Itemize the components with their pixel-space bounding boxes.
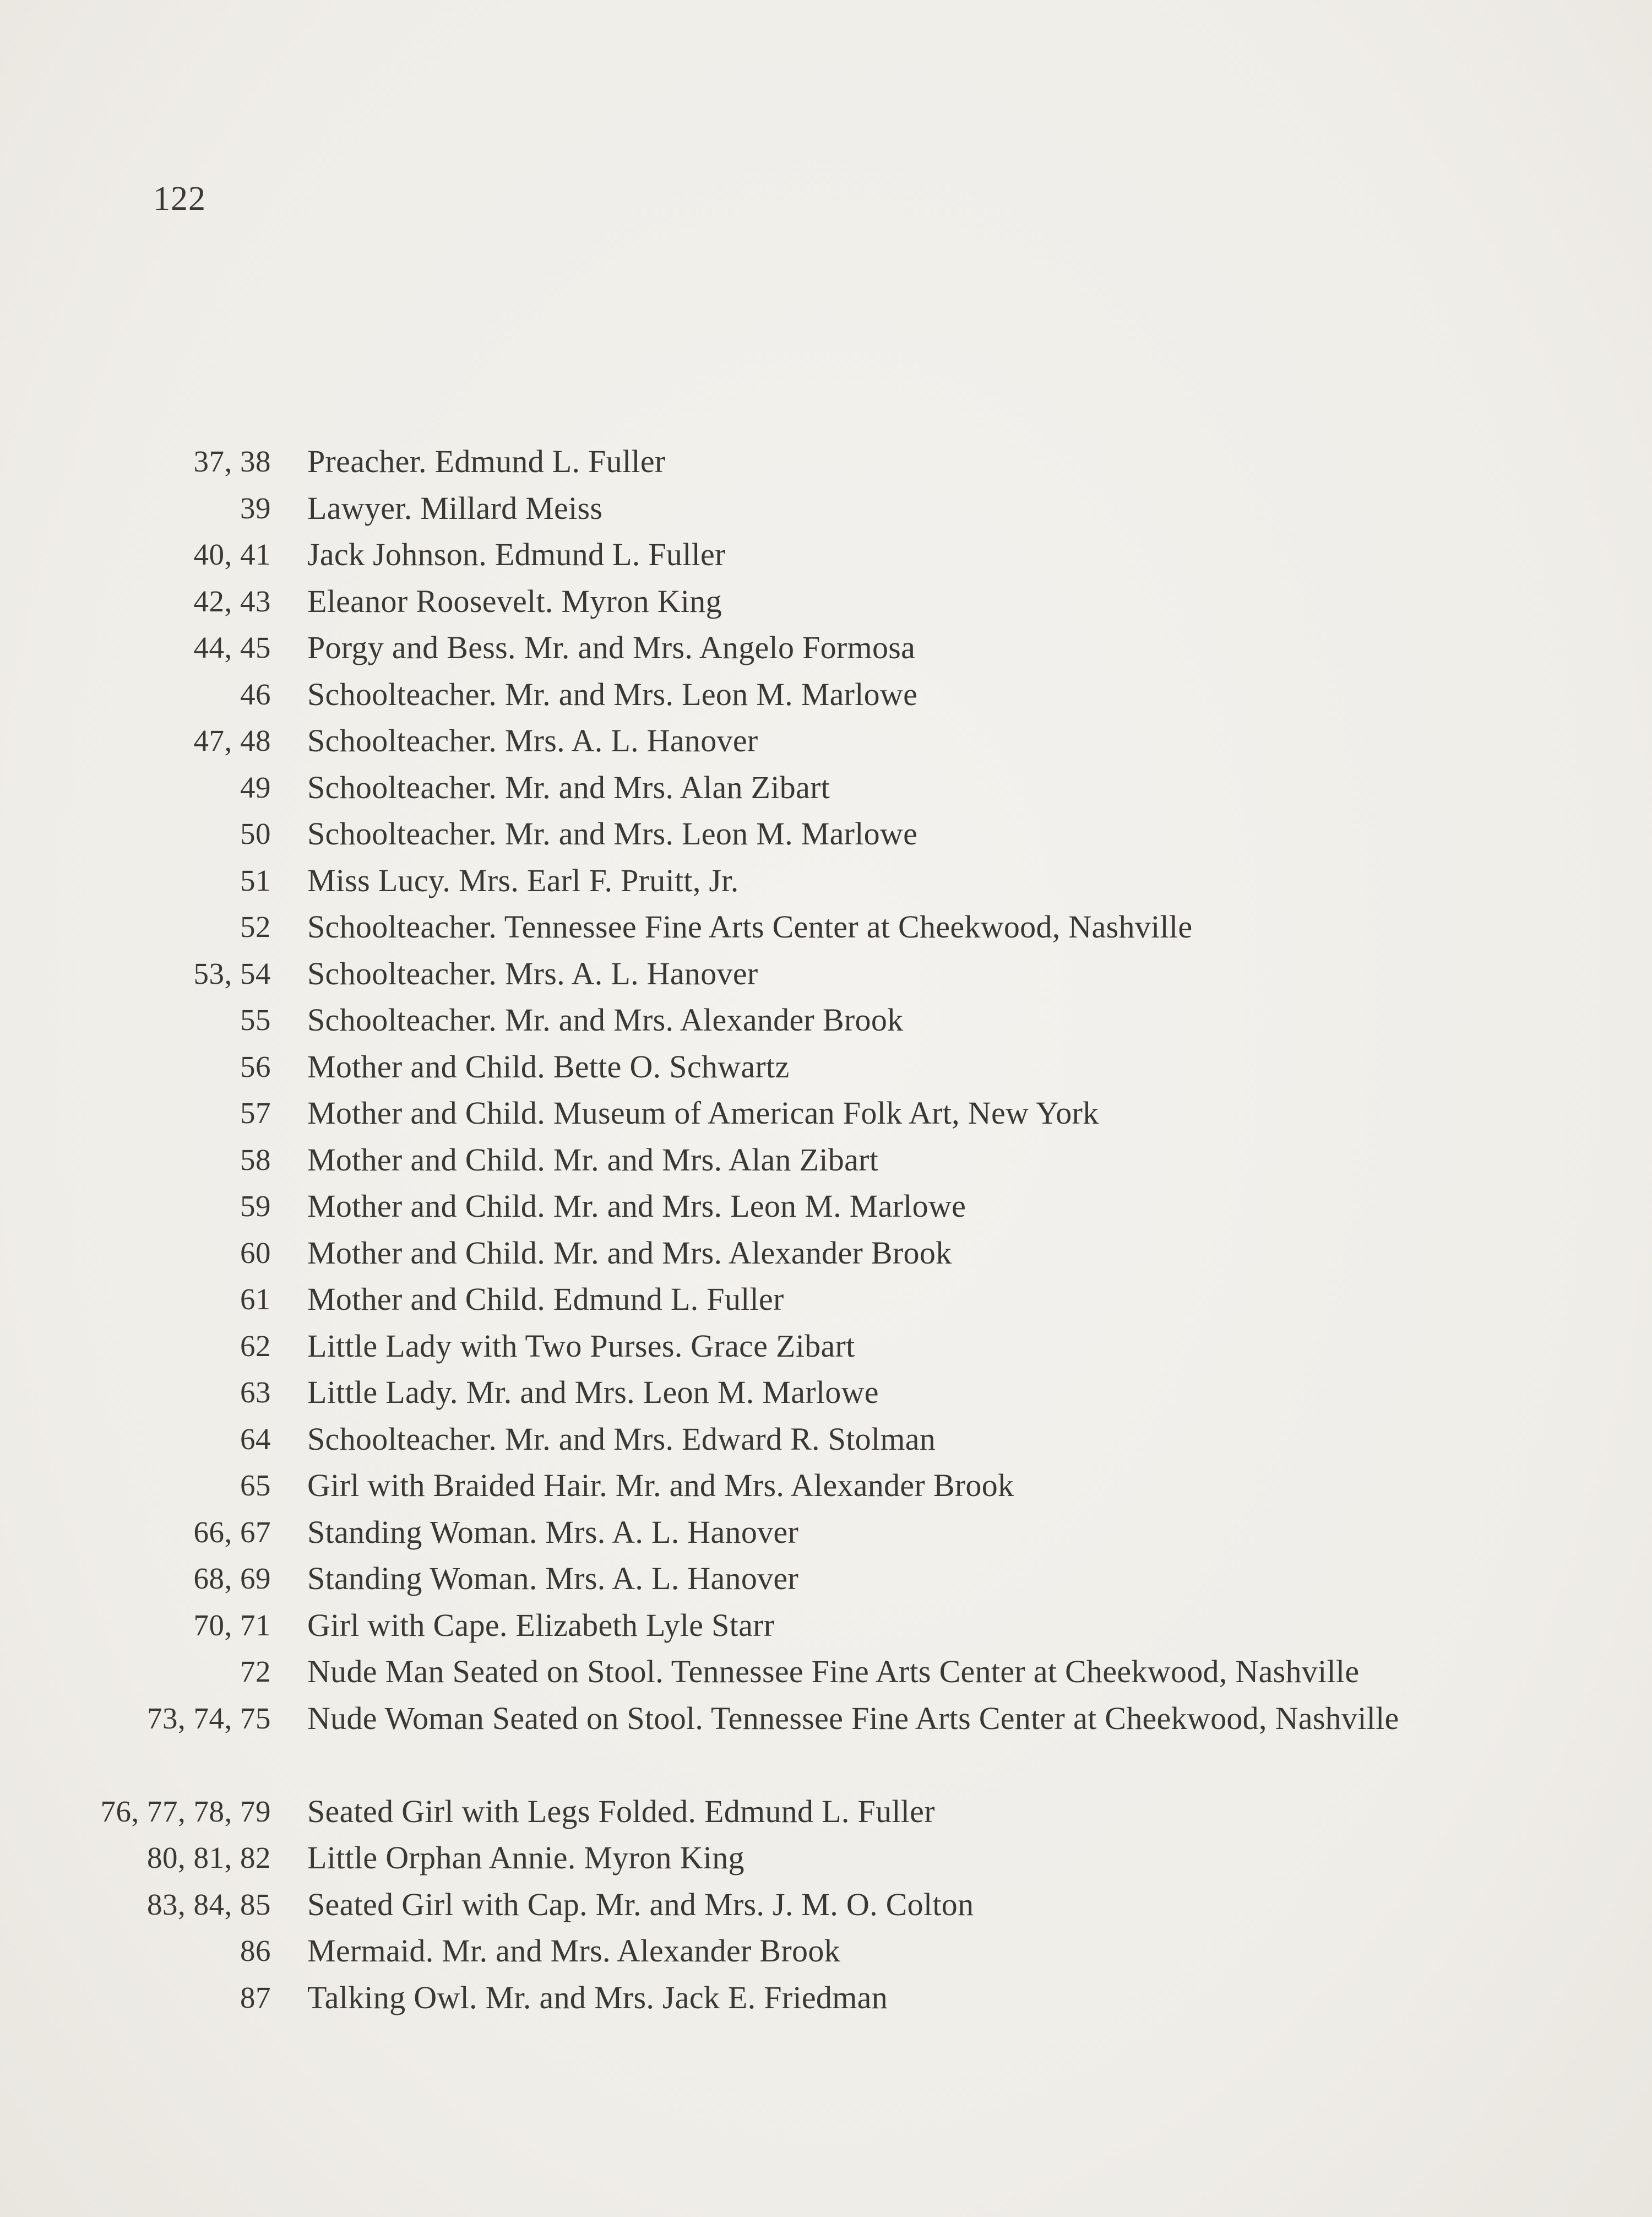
page-number: 122 <box>153 180 206 218</box>
plate-caption: Schoolteacher. Mr. and Mrs. Alan Zibart <box>307 769 830 805</box>
list-item <box>0 1276 1652 1323</box>
list-item <box>0 1555 1652 1602</box>
plate-caption: Little Lady with Two Purses. Grace Zibart <box>307 1327 855 1364</box>
plate-caption: Schoolteacher. Mrs. A. L. Hanover <box>307 723 758 758</box>
plate-numbers: 42, 43 <box>193 584 271 618</box>
list-item <box>0 1183 1652 1230</box>
plate-caption: Mother and Child. Bette O. Schwartz <box>307 1048 790 1085</box>
plate-caption: Lawyer. Millard Meiss <box>307 490 603 526</box>
plate-caption: Little Lady. Mr. and Mrs. Leon M. Marlowe <box>307 1374 879 1410</box>
plate-caption: Seated Girl with Legs Folded. Edmund L. Fuller <box>307 1793 935 1829</box>
plate-caption: Nude Man Seated on Stool. Tennessee Fine Arts Center at Cheekwood, Nashville <box>307 1654 1360 1689</box>
plate-caption: Standing Woman. Mrs. A. L. Hanover <box>307 1514 799 1550</box>
plate-numbers: 57 <box>240 1096 271 1130</box>
plate-caption: Eleanor Roosevelt. Myron King <box>307 583 722 619</box>
list-item <box>0 1788 1652 1835</box>
plate-numbers: 86 <box>240 1934 271 1967</box>
list-item <box>0 951 1652 998</box>
list-item <box>0 1509 1652 1556</box>
list-item <box>0 1137 1652 1184</box>
plate-numbers: 59 <box>240 1189 271 1223</box>
plate-numbers: 83, 84, 85 <box>147 1887 271 1921</box>
plate-numbers: 37, 38 <box>193 445 271 478</box>
list-item <box>0 671 1652 718</box>
plate-numbers: 61 <box>240 1282 271 1316</box>
plate-list <box>0 438 1652 2021</box>
plate-numbers: 46 <box>240 677 271 711</box>
plate-caption: Mother and Child. Mr. and Mrs. Leon M. Marlowe <box>307 1188 966 1224</box>
plate-caption: Schoolteacher. Mr. and Mrs. Alexander Brook <box>307 1002 904 1038</box>
plate-numbers: 62 <box>240 1329 271 1363</box>
list-item <box>0 1882 1652 1928</box>
list-item <box>0 1928 1652 1975</box>
plate-numbers: 44, 45 <box>193 631 271 664</box>
plate-caption: Preacher. Edmund L. Fuller <box>307 443 666 479</box>
plate-caption: Schoolteacher. Mr. and Mrs. Edward R. Stolman <box>307 1421 936 1457</box>
plate-numbers: 53, 54 <box>193 956 271 990</box>
plate-numbers: 50 <box>240 817 271 850</box>
plate-caption: Girl with Braided Hair. Mr. and Mrs. Alexander Brook <box>307 1467 1014 1503</box>
list-item <box>0 997 1652 1044</box>
plate-numbers: 52 <box>240 910 271 944</box>
plate-numbers: 80, 81, 82 <box>147 1841 271 1874</box>
plate-numbers: 39 <box>240 491 271 525</box>
list-item <box>0 858 1652 904</box>
list-item <box>0 578 1652 625</box>
plate-caption: Nude Woman Seated on Stool. Tennessee Fine Arts Center at Cheekwood, Nashville <box>307 1700 1399 1736</box>
plate-caption: Mother and Child. Mr. and Mrs. Alan Zibart <box>307 1141 879 1178</box>
list-item <box>0 718 1652 765</box>
plate-caption: Standing Woman. Mrs. A. L. Hanover <box>307 1560 799 1596</box>
list-item <box>0 485 1652 532</box>
plate-caption: Mother and Child. Mr. and Mrs. Alexander Brook <box>307 1234 952 1271</box>
plate-numbers: 40, 41 <box>193 538 271 571</box>
list-item <box>0 1230 1652 1277</box>
plate-caption: Miss Lucy. Mrs. Earl F. Pruitt, Jr. <box>307 862 739 898</box>
list-item <box>0 438 1652 485</box>
plate-numbers: 65 <box>240 1468 271 1502</box>
plate-caption: Little Orphan Annie. Myron King <box>307 1840 745 1875</box>
plate-caption: Schoolteacher. Mrs. A. L. Hanover <box>307 955 758 991</box>
list-item <box>0 811 1652 858</box>
list-item <box>0 1462 1652 1509</box>
plate-numbers: 47, 48 <box>193 724 271 757</box>
list-item <box>0 1835 1652 1882</box>
plate-caption: Talking Owl. Mr. and Mrs. Jack E. Friedman <box>307 1979 888 2015</box>
list-item <box>0 1695 1652 1788</box>
list-item <box>0 1090 1652 1137</box>
plate-numbers: 49 <box>240 770 271 804</box>
plate-caption: Mother and Child. Museum of American Folk Art, New York <box>307 1095 1099 1131</box>
plate-caption: Mother and Child. Edmund L. Fuller <box>307 1281 784 1317</box>
plate-caption: Girl with Cape. Elizabeth Lyle Starr <box>307 1607 775 1643</box>
plate-numbers: 70, 71 <box>193 1608 271 1642</box>
list-item <box>0 1975 1652 2021</box>
plate-numbers: 87 <box>240 1980 271 2014</box>
plate-caption: Mermaid. Mr. and Mrs. Alexander Brook <box>307 1933 840 1969</box>
plate-numbers: 58 <box>240 1142 271 1177</box>
plate-numbers: 55 <box>240 1003 271 1037</box>
plate-numbers: 51 <box>240 863 271 897</box>
plate-numbers: 56 <box>240 1049 271 1083</box>
plate-numbers: 64 <box>240 1422 271 1456</box>
list-item <box>0 1416 1652 1463</box>
list-item <box>0 1044 1652 1091</box>
list-item <box>0 625 1652 671</box>
plate-numbers: 68, 69 <box>193 1562 271 1595</box>
plate-numbers: 73, 74, 75 <box>147 1701 271 1735</box>
plate-numbers: 72 <box>240 1655 271 1688</box>
list-item <box>0 904 1652 951</box>
plate-caption: Schoolteacher. Mr. and Mrs. Leon M. Marlowe <box>307 816 918 852</box>
list-item <box>0 1323 1652 1370</box>
list-item <box>0 1602 1652 1649</box>
plate-caption: Jack Johnson. Edmund L. Fuller <box>307 536 726 572</box>
list-item <box>0 1649 1652 1695</box>
plate-numbers: 76, 77, 78, 79 <box>100 1794 271 1828</box>
list-item <box>0 1369 1652 1416</box>
plate-caption: Seated Girl with Cap. Mr. and Mrs. J. M. O. Colton <box>307 1886 974 1922</box>
list-item <box>0 532 1652 578</box>
plate-caption: Porgy and Bess. Mr. and Mrs. Angelo Formosa <box>307 630 916 665</box>
plate-caption: Schoolteacher. Mr. and Mrs. Leon M. Marlowe <box>307 676 918 712</box>
plate-numbers: 66, 67 <box>193 1515 271 1549</box>
plate-numbers: 60 <box>240 1235 271 1270</box>
plate-numbers: 63 <box>240 1375 271 1409</box>
plate-caption: Schoolteacher. Tennessee Fine Arts Center at Cheekwood, Nashville <box>307 909 1193 945</box>
list-item <box>0 765 1652 811</box>
